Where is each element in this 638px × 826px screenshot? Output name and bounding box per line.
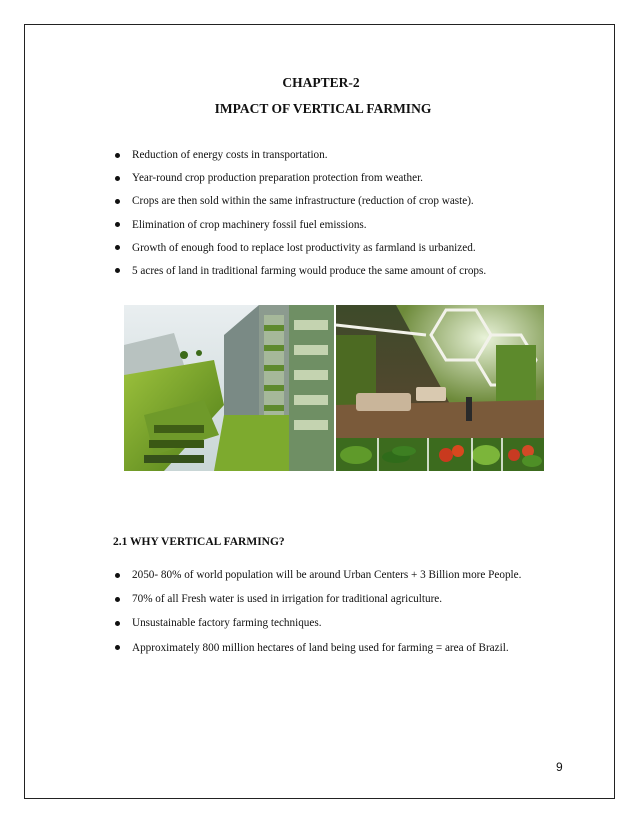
vertical-farm-towers-image [124, 305, 334, 471]
intro-bullet-list [114, 148, 594, 287]
list-item: 70% of all Fresh water is used in irrigation for traditional agriculture. [114, 592, 594, 616]
chapter-number: CHAPTER-2 [282, 75, 360, 90]
chapter-title: IMPACT OF VERTICAL FARMING [214, 101, 432, 116]
section-heading: 2.1 WHY VERTICAL FARMING? [113, 536, 285, 548]
page-number: 9 [556, 760, 563, 774]
list-item: Unsustainable factory farming techniques. [114, 616, 594, 640]
list-item: Crops are then sold within the same infrastructure (reduction of crop waste). [114, 194, 594, 217]
list-item: 2050- 80% of world population will be around Urban Centers + 3 Billion more People. [114, 568, 594, 592]
indoor-farm-interior-image [336, 305, 544, 471]
list-item: Reduction of energy costs in transportation. [114, 148, 594, 171]
list-item: Elimination of crop machinery fossil fuel emissions. [114, 218, 594, 241]
list-item: Year-round crop production preparation protection from weather. [114, 171, 594, 194]
list-item: 5 acres of land in traditional farming would produce the same amount of crops. [114, 264, 594, 287]
list-item: Approximately 800 million hectares of land being used for farming = area of Brazil. [114, 641, 594, 665]
list-item: Growth of enough food to replace lost productivity as farmland is urbanized. [114, 241, 594, 264]
why-bullet-list [114, 568, 594, 665]
